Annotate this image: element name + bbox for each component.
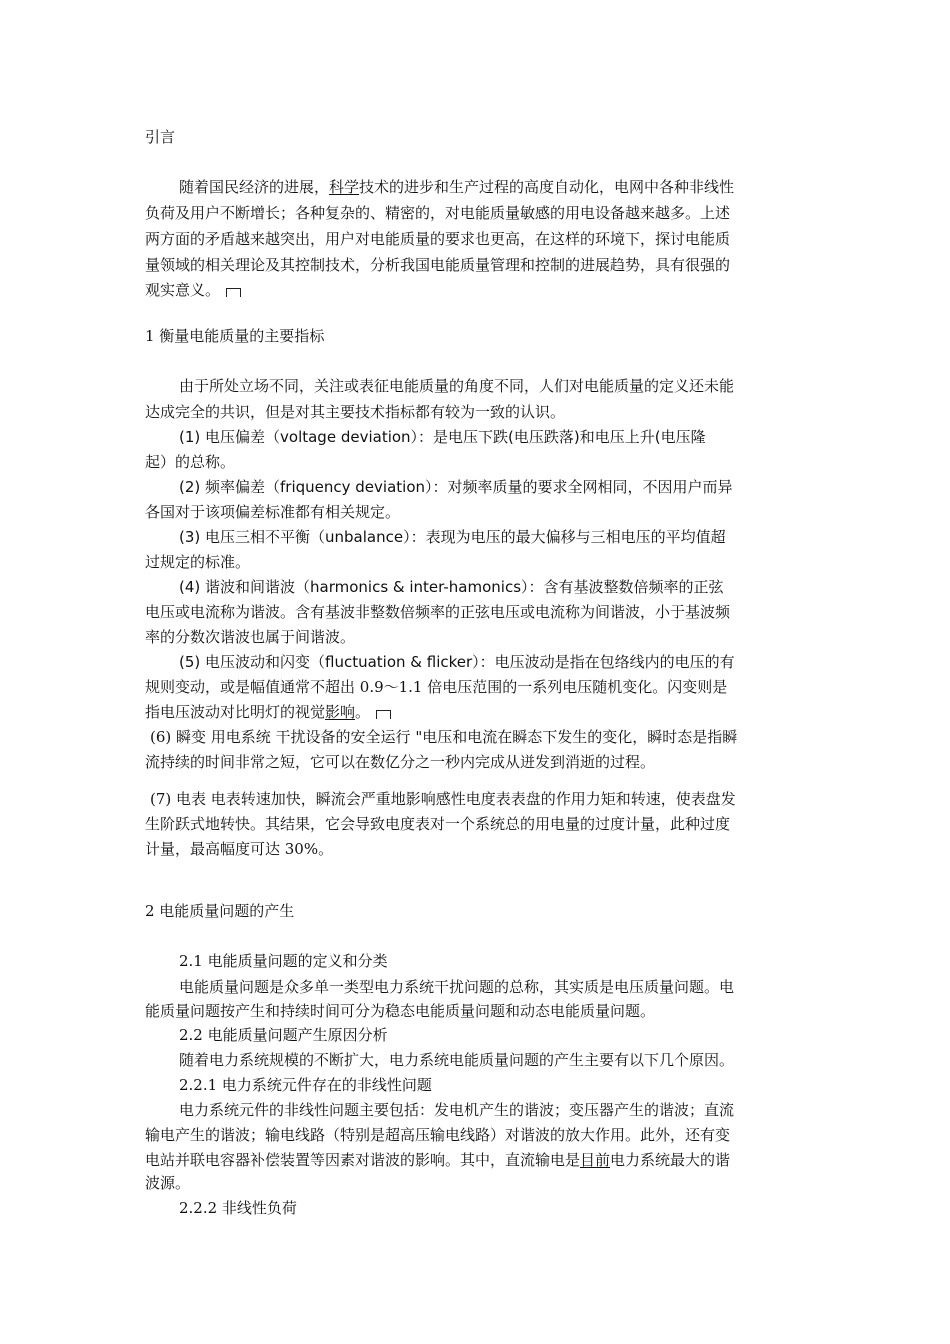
s21-line-1: 电能质量问题是众多单一类型电力系统干扰问题的总称，其实质是电压质量问题。电 (179, 978, 735, 996)
heading-section-2: 2 电能质量问题的产生 (145, 902, 295, 920)
item-1-line-1: (1) 电压偏差（voltage deviation）：是电压下跌(电压跌落)和电压上升(电压隆 (179, 428, 706, 446)
item-7-line-3: 计量，最高幅度可达 30%。 (145, 840, 334, 858)
item-4-line-3: 率的分数次谐波也属于间谐波。 (145, 628, 356, 646)
item-4-line-2: 电压或电流称为谐波。含有基波非整数倍频率的正弦电压或电流称为间谐波，小于基波频 (145, 603, 731, 621)
intro-line-5 (145, 280, 241, 300)
heading-intro: 引言 (145, 128, 176, 146)
s221-line-3 (145, 1150, 730, 1170)
heading-section-1: 1 衡量电能质量的主要指标 (145, 327, 325, 345)
anchor-mark-icon (226, 288, 241, 297)
intro-text: 技术的进步和生产过程的高度自动化，电网中各种非线性 (359, 178, 735, 196)
item-6-line-1: (6) 瞬变 用电系统 干扰设备的安全运行 "电压和电流在瞬态下发生的变化，瞬时态是指瞬 (150, 728, 738, 746)
intro-line-1 (179, 177, 734, 197)
item-7-line-1: (7) 电表 电表转速加快，瞬流会严重地影响感性电度表表盘的作用力矩和转速，使表盘发 (150, 790, 736, 808)
item-3-line-1: (3) 电压三相不平衡（unbalance）：表现为电压的最大偏移与三相电压的平均值超 (179, 528, 726, 546)
s222-title: 2.2.2 非线性负荷 (179, 1199, 297, 1217)
item-2-line-1: (2) 频率偏差（friquency deviation）：对频率质量的要求全网相同，不因用户而异 (179, 478, 733, 496)
s21-line-2: 能质量问题按产生和持续时间可分为稳态电能质量问题和动态电能质量问题。 (145, 1002, 656, 1020)
s22-line-1: 随着电力系统规模的不断扩大，电力系统电能质量问题的产生主要有以下几个原因。 (179, 1051, 735, 1069)
intro-line-3: 两方面的矛盾越来越突出，用户对电能质量的要求也更高，在这样的环境下，探讨电能质 (145, 230, 731, 248)
s221-line-4: 波源。 (145, 1174, 191, 1192)
s221-text: 电站并联电容器补偿装置等因素对谐波的影响。其中，直流输电是 (145, 1151, 581, 1169)
s221-title: 2.2.1 电力系统元件存在的非线性问题 (179, 1076, 432, 1094)
item-5-line-2: 规则变动，或是幅值通常不超出 0.9～1.1 倍电压范围的一系列电压随机变化。闪变则是 (145, 678, 728, 696)
link-influence[interactable]: 影响 (325, 703, 356, 721)
s221-text: 电力系统最大的谐 (610, 1151, 731, 1169)
item-1-line-2: 起）的总称。 (145, 453, 236, 471)
s221-line-2: 输电产生的谐波；输电线路（特别是超高压输电线路）对谐波的放大作用。此外，还有变 (145, 1126, 731, 1144)
s1-para-line-2: 达成完全的共识，但是对其主要技术指标都有较为一致的认识。 (145, 403, 566, 421)
s1-para-line-1: 由于所处立场不同，关注或表征电能质量的角度不同，人们对电能质量的定义还未能 (179, 377, 735, 395)
item-text: 。 (355, 703, 371, 721)
link-current[interactable]: 目前 (580, 1151, 611, 1169)
item-4-line-1: (4) 谐波和间谐波（harmonics & inter-hamonics）：含有基波整数倍频率的正弦 (179, 578, 724, 596)
item-2-line-2: 各国对于该项偏差标准都有相关规定。 (145, 503, 401, 521)
item-text: 指电压波动对比明灯的视觉 (145, 703, 326, 721)
intro-line-2: 负荷及用户不断增长；各种复杂的、精密的，对电能质量敏感的用电设备越来越多。上述 (145, 204, 731, 222)
link-science[interactable]: 科学 (329, 178, 360, 196)
item-6-line-2: 流持续的时间非常之短，它可以在数亿分之一秒内完成从迸发到消逝的过程。 (145, 753, 656, 771)
anchor-mark-icon (376, 710, 391, 719)
s221-line-1: 电力系统元件的非线性问题主要包括：发电机产生的谐波；变压器产生的谐波；直流 (179, 1101, 735, 1119)
item-7-line-2: 生阶跃式地转快。其结果，它会导致电度表对一个系统总的用电量的过度计量，此种过度 (145, 815, 731, 833)
intro-text: 观实意义。 (145, 281, 221, 299)
intro-line-4: 量领域的相关理论及其控制技术，分析我国电能质量管理和控制的进展趋势，具有很强的 (145, 256, 731, 274)
intro-text: 随着国民经济的进展， (179, 178, 330, 196)
item-5-line-1: (5) 电压波动和闪变（fluctuation & flicker）：电压波动是指在包络线内的电压的有 (179, 653, 735, 671)
s22-title: 2.2 电能质量问题产生原因分析 (179, 1026, 388, 1044)
item-5-line-3 (145, 702, 391, 722)
s21-title: 2.1 电能质量问题的定义和分类 (179, 952, 388, 970)
item-3-line-2: 过规定的标准。 (145, 553, 251, 571)
